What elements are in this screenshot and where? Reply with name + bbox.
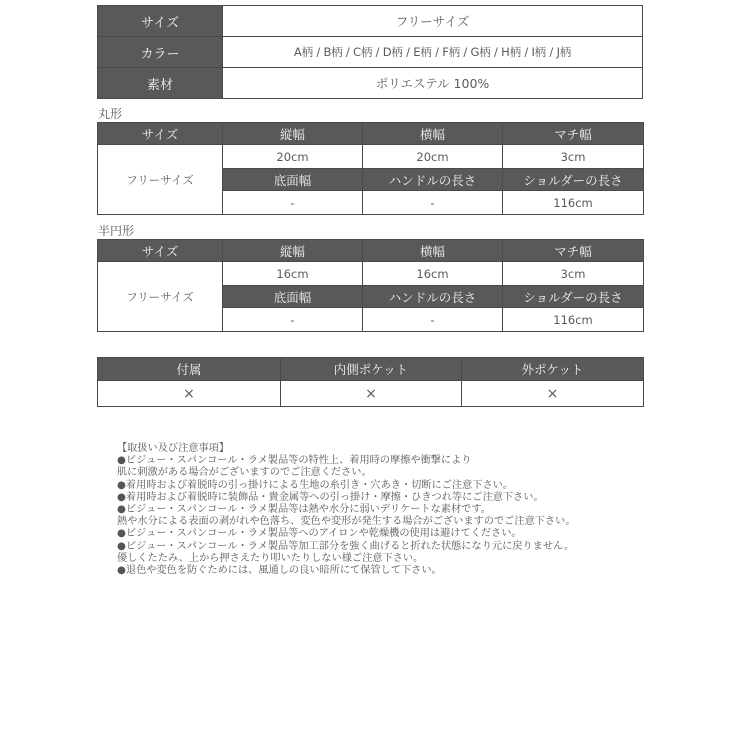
care-note-line: 肌に刺激がある場合がございますのでご注意ください。 [117, 467, 372, 479]
round-header-row [98, 123, 644, 145]
half-value-width: 16cm [363, 262, 503, 286]
care-note-line: 優しくたたみ、上から押さえたり叩いたりしない様ご注意下さい。 [117, 552, 424, 564]
round-value-gusset: 3cm [503, 145, 644, 169]
care-notes-title: 【取扱い及び注意事項】 [117, 443, 230, 454]
care-note-line: ●着用時および着脱時の引っ掛けによる生地の糸引き・穴あき・切断にご注意下さい。 [117, 479, 514, 491]
half-size-table [97, 239, 644, 332]
half-value-shoulder: 116cm [503, 308, 644, 332]
half-header-gusset: マチ幅 [503, 240, 644, 262]
spec-label-size: サイズ [98, 6, 223, 37]
round-size-header: サイズ [98, 123, 223, 145]
care-note-line: ●ビジュー・スパンコール・ラメ製品等は熱や水分に弱いデリケートな素材です。 [117, 504, 491, 516]
accessories-header-row [98, 358, 644, 381]
accessories-header-inner-pocket: 内側ポケット [281, 358, 462, 381]
spec-label-material: 素材 [98, 68, 223, 99]
half-value-bottom: - [223, 308, 363, 332]
care-note-line: ●ビジュー・スパンコール・ラメ製品等の特性上、着用時の摩擦や衝撃により [117, 455, 472, 467]
half-caption: 半円形 [98, 224, 135, 238]
half-header-height: 縦幅 [223, 240, 363, 262]
care-note-line: ●着用時および着脱時に装飾品・貴金属等への引っ掛け・摩擦・ひきつれ等にご注意下さい。 [117, 491, 544, 503]
accessories-table [97, 357, 644, 407]
half-header-bottom: 底面幅 [223, 286, 363, 308]
round-value-shoulder: 116cm [503, 191, 644, 215]
round-header-shoulder: ショルダーの長さ [503, 169, 644, 191]
round-header-gusset: マチ幅 [503, 123, 644, 145]
round-header-width: 横幅 [363, 123, 503, 145]
round-size-value: フリーサイズ [98, 145, 223, 215]
half-header-width: 横幅 [363, 240, 503, 262]
care-note-line: ●ビジュー・スパンコール・ラメ製品等加工部分を強く曲げると折れた状態になり元に戻りません。 [117, 540, 575, 552]
accessories-header-outer-pocket: 外ポケット [462, 358, 644, 381]
care-note-line: 熱や水分による表面の剥がれや色落ち、変色や変形が発生する場合がございますのでご注意下さい。 [117, 516, 576, 528]
spec-value-material: ポリエステル 100% [223, 68, 643, 99]
half-size-value: フリーサイズ [98, 262, 223, 332]
round-value-height: 20cm [223, 145, 363, 169]
accessories-values-row [98, 381, 644, 407]
round-values-row-1 [98, 145, 644, 169]
spec-value-color: A柄 / B柄 / C柄 / D柄 / E柄 / F柄 / G柄 / H柄 / I柄 / J柄 [223, 37, 643, 68]
accessories-value-outer-pocket: × [462, 381, 644, 407]
spec-row-color [98, 37, 643, 68]
half-header-handle: ハンドルの長さ [363, 286, 503, 308]
half-value-gusset: 3cm [503, 262, 644, 286]
half-values-row-1 [98, 262, 644, 286]
round-caption: 丸形 [98, 107, 123, 121]
spec-label-color: カラー [98, 37, 223, 68]
spec-row-size [98, 6, 643, 37]
accessories-value-inner-pocket: × [281, 381, 462, 407]
round-size-table [97, 122, 644, 215]
half-value-height: 16cm [223, 262, 363, 286]
accessories-header-included: 付属 [98, 358, 281, 381]
round-header-bottom: 底面幅 [223, 169, 363, 191]
care-note-line: ●退色や変色を防ぐためには、風通しの良い暗所にて保管して下さい。 [117, 565, 442, 577]
care-notes [117, 443, 575, 577]
round-value-bottom: - [223, 191, 363, 215]
spec-table [97, 5, 643, 99]
half-size-header: サイズ [98, 240, 223, 262]
spec-value-size: フリーサイズ [223, 6, 643, 37]
half-header-row [98, 240, 644, 262]
spec-row-material [98, 68, 643, 99]
round-value-handle: - [363, 191, 503, 215]
accessories-value-included: × [98, 381, 281, 407]
round-header-handle: ハンドルの長さ [363, 169, 503, 191]
care-note-line: ●ビジュー・スパンコール・ラメ製品等へのアイロンや乾燥機の使用は避けてください。 [117, 528, 522, 540]
half-header-shoulder: ショルダーの長さ [503, 286, 644, 308]
half-value-handle: - [363, 308, 503, 332]
round-value-width: 20cm [363, 145, 503, 169]
round-header-height: 縦幅 [223, 123, 363, 145]
